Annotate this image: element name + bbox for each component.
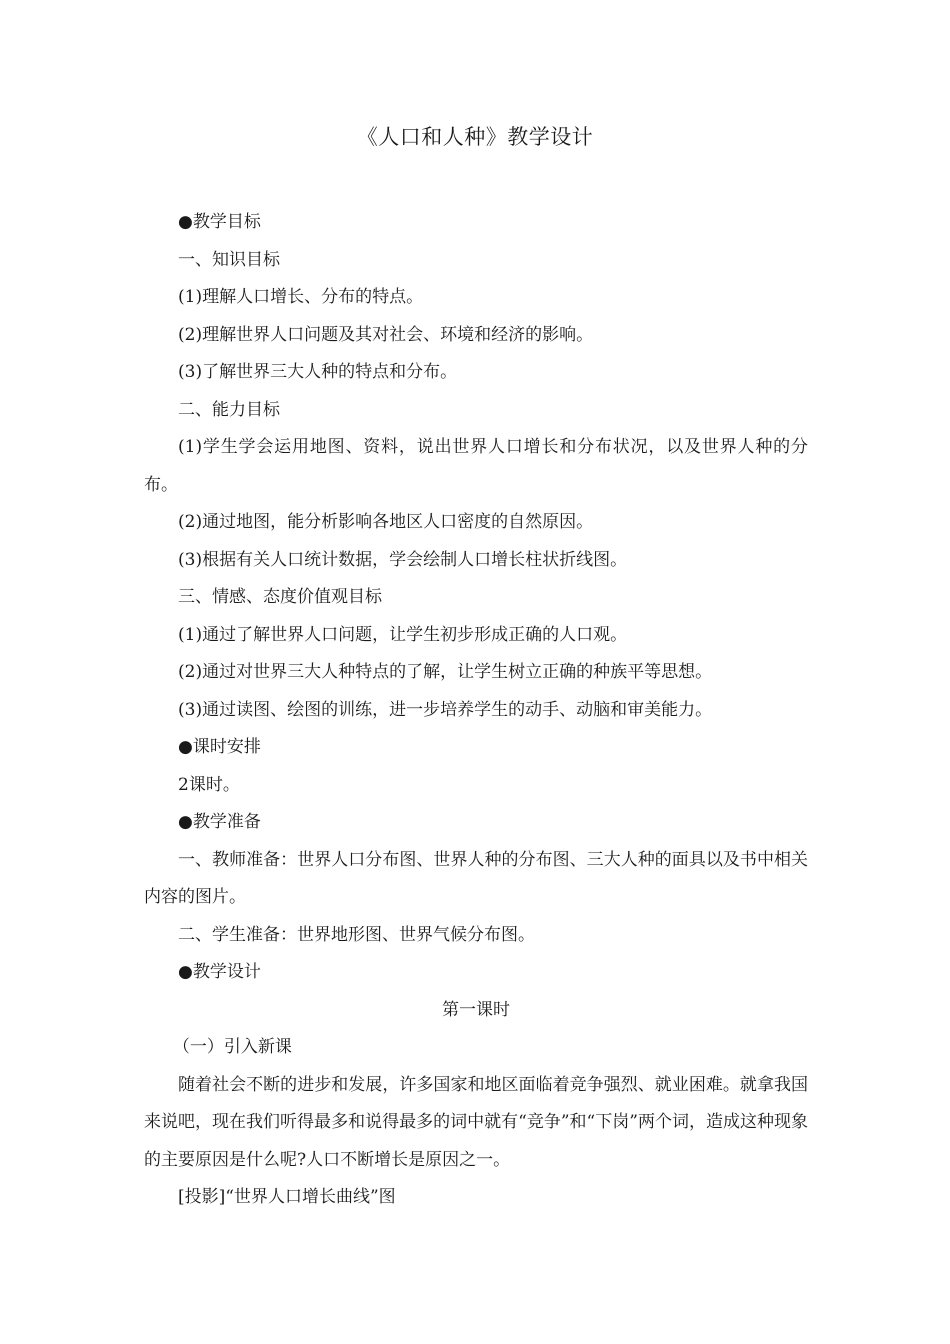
paragraph: (2)理解世界人口问题及其对社会、环境和经济的影响。 [178,324,594,345]
document-title: 《人口和人种》教学设计 [356,125,594,149]
paragraph: (1)通过了解世界人口问题，让学生初步形成正确的人口观。 [178,624,628,645]
section-heading-objectives: ●教学目标 [178,212,261,232]
lesson-heading: 第一课时 [442,999,510,1020]
paragraph: (3)根据有关人口统计数据，学会绘制人口增长柱状折线图。 [178,549,628,570]
paragraph: (2)通过地图，能分析影响各地区人口密度的自然原因。 [178,512,594,532]
section-heading-schedule: ●课时安排 [178,737,261,757]
paragraph: (3)通过读图、绘图的训练，进一步培养学生的动手、动脑和审美能力。 [178,699,713,720]
section-heading-preparation: ●教学准备 [178,812,261,832]
paragraph: (1)学生学会运用地图、资料，说出世界人口增长和分布状况，以及世界人种的分布。 [144,437,808,495]
section-heading-design: ●教学设计 [178,962,261,982]
paragraph: (3)了解世界三大人种的特点和分布。 [178,362,458,382]
paragraph: 一、教师准备：世界人口分布图、世界人种的分布图、三大人种的面具以及书中相关内容的图片。 [144,849,808,907]
paragraph: 二、学生准备：世界地形图、世界气候分布图。 [178,924,535,945]
subheading-values: 三、情感、态度价值观目标 [178,587,382,607]
subheading-knowledge: 一、知识目标 [178,249,280,270]
paragraph: (2)通过对世界三大人种特点的了解，让学生树立正确的种族平等思想。 [178,662,713,682]
paragraph: 随着社会不断的进步和发展，许多国家和地区面临着竞争强烈、就业困难。就拿我国来说吧，现在我们听得最多和说得最多的词中就有“竞争”和“下岗”两个词，造成这种现象的主要原因是什么呢?人口不断增长是原因之一。 [144,1074,808,1170]
paragraph: [投影]“世界人口增长曲线”图 [178,1187,396,1207]
subheading-intro: （一）引入新课 [172,1037,292,1057]
paragraph: (1)理解人口增长、分布的特点。 [178,287,424,307]
subheading-ability: 二、能力目标 [178,399,280,420]
paragraph: 2课时。 [178,774,240,795]
document-body [144,204,808,1217]
